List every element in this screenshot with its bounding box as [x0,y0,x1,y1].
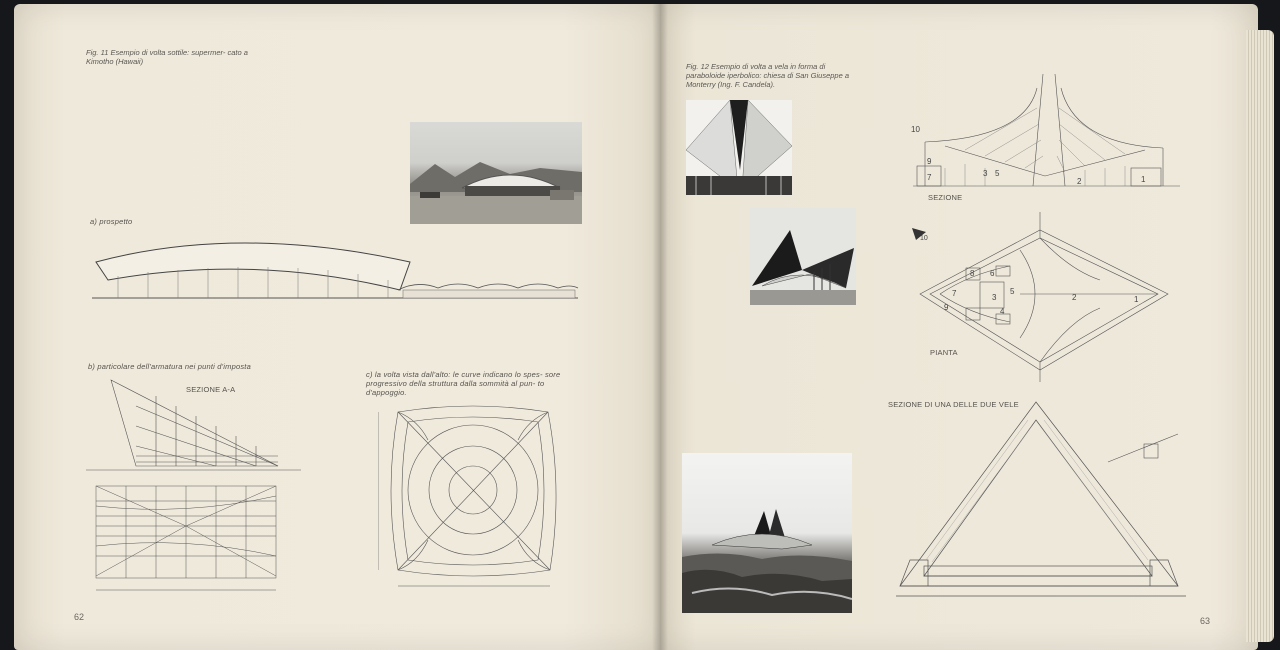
svg-text:3: 3 [992,293,997,302]
svg-text:8: 8 [970,269,975,278]
svg-text:2: 2 [1077,177,1082,186]
svg-text:1: 1 [1141,175,1146,184]
svg-text:3: 3 [983,169,988,178]
svg-text:1: 1 [1134,295,1139,304]
svg-text:10: 10 [911,125,920,134]
church-plan-drawing [900,210,1172,385]
church-interior-photo [686,100,792,195]
svg-text:7: 7 [952,289,957,298]
page-number-right: 63 [1200,616,1211,626]
svg-text:5: 5 [1010,287,1015,296]
sail-section-drawing [886,400,1206,612]
plan-from-above-drawing [378,400,568,595]
church-section-drawing [905,68,1185,192]
svg-text:10: 10 [920,235,928,242]
church-exterior-photo [750,208,856,305]
elevation-drawing [88,232,583,312]
label-pianta: PIANTA [930,348,958,357]
book-gutter [652,4,668,650]
svg-text:4: 4 [1000,307,1005,316]
page-number-left: 62 [74,612,85,622]
svg-text:6: 6 [990,269,995,278]
label-sezione: SEZIONE [928,193,963,202]
page-edges [1246,30,1274,642]
figure-12-caption: Fig. 12 Esempio di volta a vela in forma di paraboloide iperbolico: chiesa di San Giuseppe a Monterry (Ing. F. Candela). [686,62,850,89]
shell-roof-market-photo [410,122,582,224]
label-sezione-vela: SEZIONE DI UNA DELLE DUE VELE [888,400,1019,409]
figure-11-caption: Fig. 11 Esempio di volta sottile: supermer- cato a Kimotho (Hawaii) [86,48,248,66]
svg-text:9: 9 [927,157,932,166]
svg-text:9: 9 [944,303,949,312]
section-a-a-title: SEZIONE A-A [186,385,236,394]
church-landscape-photo [682,453,852,613]
label-prospetto: a) prospetto [90,217,133,226]
svg-text:7: 7 [927,173,932,182]
label-armatura: b) particolare dell'armatura nei punti d'imposta [88,362,251,371]
svg-text:2: 2 [1072,293,1077,302]
reinforcement-detail-drawing [86,376,301,598]
svg-text:5: 5 [995,169,1000,178]
label-volta-dall-alto: c) la volta vista dall'alto: le curve indicano lo spes- sore progressivo della struttura dalla sommità al pun- to d'appoggio. [366,370,561,397]
